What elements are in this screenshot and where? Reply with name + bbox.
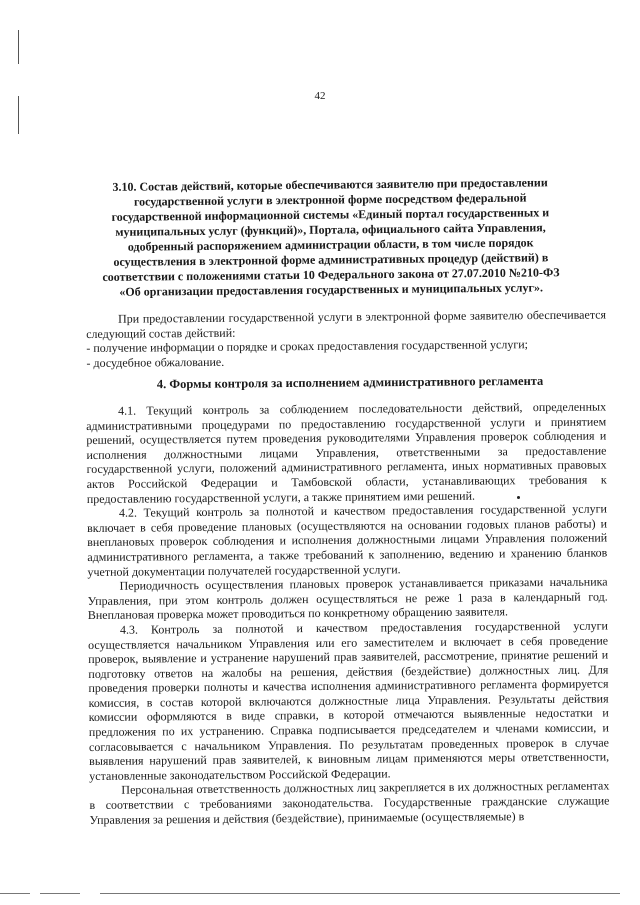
section-4-heading: 4. Формы контроля за исполнением административного регламента [156, 373, 544, 392]
paragraph-periodicity: Периодичность осуществления плановых проверок устанавливается приказами начальника Управления, при этом контроль должен осуществляться не реже 1 раза в календарный год. Внеплановая проверка может проводиться по конкретному обращению заявителя. [87, 574, 608, 623]
scan-bottom-line [100, 893, 620, 894]
paragraph-4-1: 4.1. Текущий контроль за соблюдением последовательности действий, определенных административными процедурами по предоставлению государственной услуги и принятием решений, осуществляется путем проведения руководителями Управления проверок соблюдения и исполнения должностными лицами Управления, ответственными за предоставление государственной услуги, положений административного регламента, иных нормативных правовых актов Российской Федерации и Тамбовской области, устанавливающих требования к предоставлению государственной услуги, а также принятием ими решений. [86, 399, 607, 506]
paragraph-personal-responsibility: Персональная ответственность должностных лиц закрепляется в их должностных регламентах в соответствии с требованиями законодательства. Государственные гражданские служащие Управления за решения и действия (бездействие), принимаемые (осуществляемые) в [89, 778, 610, 827]
section-3-10-intro: При предоставлении государственной услуги в электронной форме заявителю обеспечивается следующий состав действий: [86, 307, 607, 341]
section-3-10-title: 3.10. Состав действий, которые обеспечиваются заявителю при предоставлении государственной услуги в электронной форме посредством федеральной государственной информационной системы «Единый портал государственных и муниципальных услуг (функций)», Портала, официального сайта Управления, одобренный распоряжением администрации области, в том числе порядок осуществления в электронной форме административных процедур (действий) в соответствии с положениями статьи 10 Федерального закона от 27.07.2010 №210-ФЗ «Об организации предоставления государственных и муниципальных услуг». [102, 175, 560, 299]
list-item: - получение информации о порядке и сроках предоставления государственной услуги; [86, 337, 529, 356]
section-4-body [86, 399, 610, 827]
scan-bottom-line [0, 893, 30, 894]
page-number: 42 [314, 90, 326, 102]
paragraph-4-2: 4.2. Текущий контроль за полнотой и качеством предоставления государственной услуги включает в себя проведение плановых (осуществляются на основании годовых планов работы) и внеплановых проверок соблюдения и исполнения должностными лицами Управления положений административного регламента, а также требований к заполнению, ведению и хранению бланков учетной документации получателей государственной услуги. [87, 501, 608, 579]
paragraph-4-3: 4.3. Контроль за полнотой и качеством предоставления государственной услуги осуществляется начальником Управления или его заместителем и включает в себя проведение проверок, выявление и устранение нарушений прав заявителей, рассмотрение, принятие решений и подготовку ответов на жалобы на решения, действия (бездействие) должностных лиц. Для проведения проверки полноты и качества исполнения административного регламента формируется комиссия, в состав которой включаются должностные лица Управления. Результаты действия комиссии оформляются в виде справки, в которой отмечаются выявленные недостатки и предложения по их устранению. Справка подписывается председателем и членами комиссии, и согласовывается с начальником Управления. По результатам проведенных проверок в случае выявления нарушений прав заявителей, к виновным лицам применяются меры ответственности, установленные законодательством Российской Федерации. [88, 618, 610, 783]
list-item: - досудебное обжалование. [86, 354, 225, 370]
scan-edge-mark-top [18, 30, 19, 64]
scan-bottom-line [40, 893, 80, 894]
section-3-10-body [86, 307, 606, 370]
stray-dot-mark [517, 496, 520, 499]
